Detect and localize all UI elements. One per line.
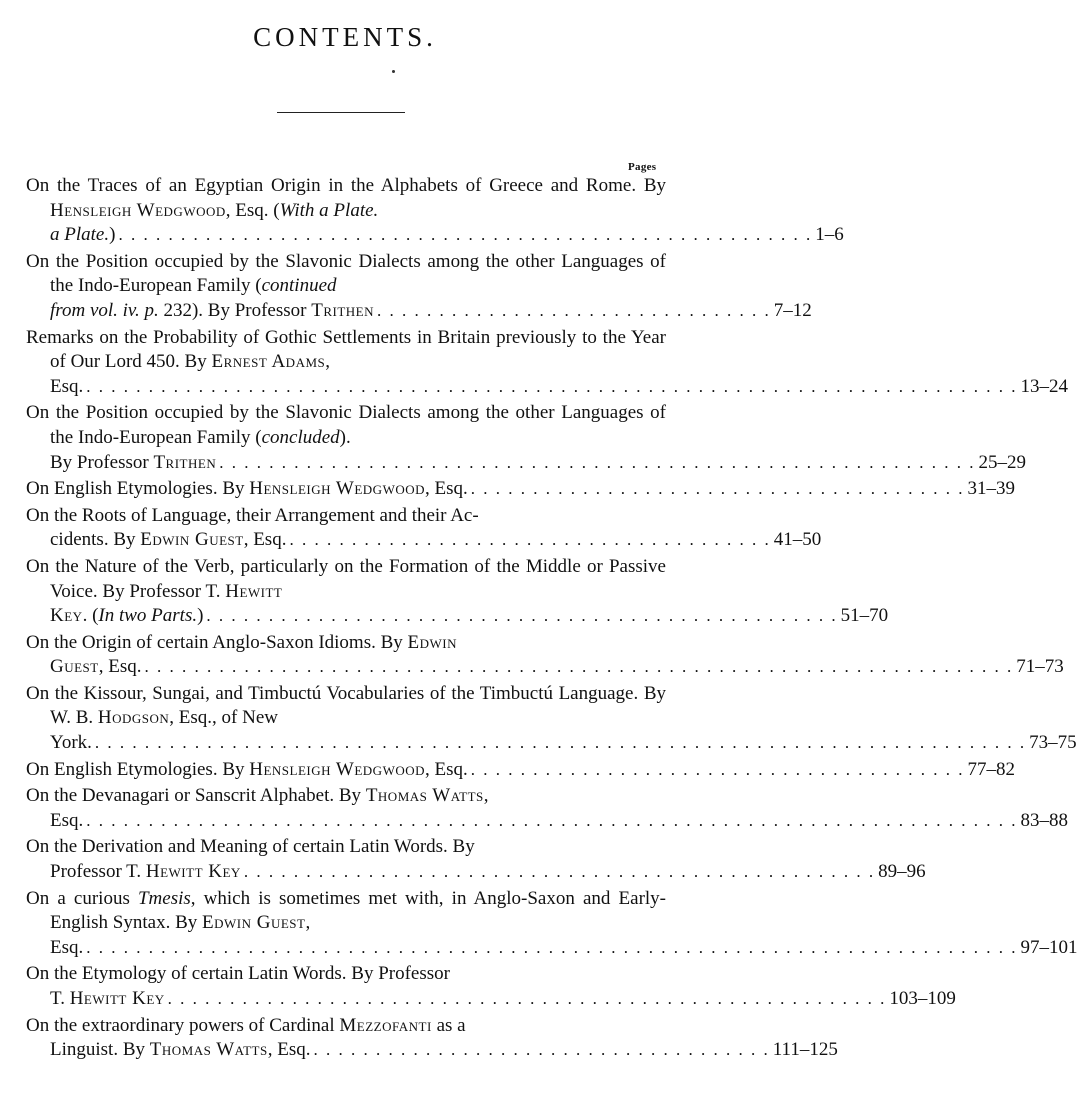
entry-author: Trithen (153, 451, 217, 473)
contents-entry: On the Etymology of certain Latin Words. By Professor T. Hewitt Key . . . . . . . . . . . . . . . . . . . . . . . . . . . . . . . . . . . . . . . . . . . . . . . . . . . . . . . . . . 103–109 (26, 962, 666, 1011)
entry-author: Hewitt Key (69, 988, 165, 1009)
entry-author: Hensleigh Wedgwood (249, 758, 426, 780)
dot-leader: . . . . . . . . . . . . . . . . . . . . . . . . . . . . . . . . . . . . . (313, 1040, 770, 1060)
contents-entry: On the Kissour, Sungai, and Timbuctú Vocabularies of the Timbuctú Language. By W. B. Hodgson, Esq., of New York. . . . . . . . . . . . . . . . . . . . . . . . . . . . . . . . . . . . . . . . . . . . . . . . . . . . . . . . . . . . . . . . . . . . . . . . . . . . 73–75 (26, 682, 666, 756)
dot-leader: . . . . . . . . . . . . . . . . . . . . . . . . . . . . . . . . . . . . . . . (289, 530, 771, 550)
entry-pages: 51–70 (840, 605, 889, 627)
entry-author: Trithen (311, 299, 374, 321)
entry-text: On the Position occupied by the Slavonic Dialects among the other Languages of the Indo-European Family (concluded). (26, 402, 666, 448)
dot-leader: . . . . . . . . . . . . . . . . . . . . . . . . . . . . . . . . . . . . . . . . (470, 479, 965, 499)
entry-pages: 13–24 (1020, 375, 1068, 397)
entry-text: On the Kissour, Sungai, and Timbuctú Vocabularies of the Timbuctú Language. By W. B. Hodgson, Esq., of New (26, 682, 666, 729)
entry-author: Edwin Guest (140, 529, 244, 551)
contents-entry: On a curious Tmesis, which is sometimes met with, in Anglo-Saxon and Early-English Syntax. By Edwin Guest, Esq. . . . . . . . . . . . . . . . . . . . . . . . . . . . . . . . . . . . . . . . . . . . . . . . . . . . . . . . . . . . . . . . . . . . . . . . . . . . 97–101 (26, 887, 666, 961)
entry-text: Remarks on the Probability of Gothic Settlements in Britain previously to the Year of Our Lord 450. By Ernest Adams, (26, 326, 666, 373)
entry-text: On a curious Tmesis, which is sometimes met with, in Anglo-Saxon and Early-English Syntax. By Edwin Guest, (26, 887, 666, 934)
entry-author: Hewitt Key (145, 861, 241, 883)
entry-pages: 97–101 (1020, 936, 1078, 958)
dot-leader: . . . . . . . . . . . . . . . . . . . . . . . . . . . . . . . . . . . . . . . . . . . . . . . . . . . . . . . . . . . . . . . . . . . . . . . . . . . (86, 376, 1018, 396)
entry-text: On the Devanagari or Sanscrit Alphabet. By Thomas Watts, (26, 785, 489, 807)
entry-text: On the Nature of the Verb, particularly on the Formation of the Middle or Passive Voice. By Professor T. Hewitt (26, 555, 666, 602)
contents-entry: On the extraordinary powers of Cardinal Mezzofanti as a Linguist. By Thomas Watts, Esq. . . . . . . . . . . . . . . . . . . . . . . . . . . . . . . . . . . . . . 111–125 (26, 1014, 666, 1063)
entry-pages: 83–88 (1020, 809, 1068, 831)
contents-entry: On English Etymologies. By Hensleigh Wedgwood, Esq. . . . . . . . . . . . . . . . . . . . . . . . . . . . . . . . . . . . . . . . . 31–39 (26, 477, 666, 502)
contents-entry: On the Nature of the Verb, particularly on the Formation of the Middle or Passive Voice. By Professor T. Hewitt Key. (In two Parts.) . . . . . . . . . . . . . . . . . . . . . . . . . . . . . . . . . . . . . . . . . . . . . . . . . . . 51–70 (26, 555, 666, 629)
contents-entry: On the Traces of an Egyptian Origin in the Alphabets of Greece and Rome. By Hensleigh Wedgwood, Esq. (With a Plate. a Plate.) . . . . . . . . . . . . . . . . . . . . . . . . . . . . . . . . . . . . . . . . . . . . . . . . . . . . . . . . 1–6 (26, 174, 666, 248)
title-rule (277, 112, 405, 113)
dot-leader: . . . . . . . . . . . . . . . . . . . . . . . . . . . . . . . . . . . . . . . . . . . . . . . . . . . . . . . . . . (167, 989, 887, 1008)
dot-leader: . . . . . . . . . . . . . . . . . . . . . . . . . . . . . . . . . . . . . . . . . . . . . . . . . . . . . . . . . . . . . . . . . . . . . . . . . . . (94, 733, 1027, 753)
page-title: CONTENTS. (253, 22, 437, 52)
entry-pages: 103–109 (889, 988, 956, 1009)
ornament-dot (392, 70, 395, 73)
dot-leader: . . . . . . . . . . . . . . . . . . . . . . . . . . . . . . . . . . . . . . . . . . . . . . . . . . . . . . . . . . . . . . . . . . . . . . (144, 657, 1014, 677)
contents-list (26, 174, 1078, 1065)
entry-text: On the Traces of an Egyptian Origin in the Alphabets of Greece and Rome. By Hensleigh Wedgwood, Esq. (With a Plate. (26, 175, 666, 221)
contents-entry: On the Origin of certain Anglo-Saxon Idioms. By Edwin Guest, Esq. . . . . . . . . . . . . . . . . . . . . . . . . . . . . . . . . . . . . . . . . . . . . . . . . . . . . . . . . . . . . . . . . . . . . . . 71–73 (26, 631, 666, 680)
contents-entry: On English Etymologies. By Hensleigh Wedgwood, Esq. . . . . . . . . . . . . . . . . . . . . . . . . . . . . . . . . . . . . . . . . 77–82 (26, 758, 666, 783)
dot-leader: . . . . . . . . . . . . . . . . . . . . . . . . . . . . . . . . . . . . . . . . . . . . . . . . . . . (206, 606, 838, 626)
entry-pages: 25–29 (978, 451, 1026, 473)
entry-author: Hensleigh Wedgwood (50, 199, 226, 221)
contents-entry: On the Derivation and Meaning of certain Latin Words. By Professor T. Hewitt Key . . . . . . . . . . . . . . . . . . . . . . . . . . . . . . . . . . . . . . . . . . . . . . . . . . . 89–96 (26, 835, 666, 884)
dot-leader: . . . . . . . . . . . . . . . . . . . . . . . . . . . . . . . . . . . . . . . . . . . . . . . . . . . (243, 862, 876, 882)
contents-entry: On the Position occupied by the Slavonic Dialects among the other Languages of the Indo-European Family (continued from vol. iv. p. 232). By Professor Trithen . . . . . . . . . . . . . . . . . . . . . . . . . . . . . . . . 7–12 (26, 250, 666, 324)
pages-column-header: Pages (628, 161, 657, 173)
entry-text: On the extraordinary powers of Cardinal Mezzofanti as a (26, 1014, 466, 1036)
dot-leader: . . . . . . . . . . . . . . . . . . . . . . . . . . . . . . . . . . . . . . . . . . . . . . . . . . . . . . . . . . . . . . . . . . . . . . . . . . . (86, 937, 1018, 957)
dot-leader: . . . . . . . . . . . . . . . . . . . . . . . . . . . . . . . . . . . . . . . . (470, 759, 965, 779)
contents-entry: On the Devanagari or Sanscrit Alphabet. By Thomas Watts, Esq. . . . . . . . . . . . . . . . . . . . . . . . . . . . . . . . . . . . . . . . . . . . . . . . . . . . . . . . . . . . . . . . . . . . . . . . . . . . 83–88 (26, 784, 666, 833)
entry-pages: 7–12 (773, 299, 812, 321)
entry-pages: 89–96 (878, 861, 926, 883)
entry-author: Thomas Watts (365, 785, 484, 807)
dot-leader: . . . . . . . . . . . . . . . . . . . . . . . . . . . . . . . . . . . . . . . . . . . . . . . . . . . . . . . . . . . . . (219, 452, 976, 472)
entry-text: On the Roots of Language, their Arrangement and their Ac- (26, 504, 479, 526)
entry-text: On the Origin of certain Anglo-Saxon Idioms. By Edwin (26, 631, 458, 653)
entry-pages: 71–73 (1016, 656, 1064, 678)
entry-author: Mezzofanti (339, 1014, 432, 1036)
entry-pages: 77–82 (967, 758, 1016, 780)
entry-author: Thomas Watts (149, 1039, 268, 1061)
entry-pages: 1–6 (815, 224, 844, 246)
dot-leader: . . . . . . . . . . . . . . . . . . . . . . . . . . . . . . . . (377, 300, 771, 320)
entry-pages: 111–125 (772, 1039, 838, 1061)
entry-text: On the Etymology of certain Latin Words. By Professor (26, 963, 450, 985)
contents-entry: Remarks on the Probability of Gothic Settlements in Britain previously to the Year of Our Lord 450. By Ernest Adams, Esq. . . . . . . . . . . . . . . . . . . . . . . . . . . . . . . . . . . . . . . . . . . . . . . . . . . . . . . . . . . . . . . . . . . . . . . . . . . . 13–24 (26, 326, 666, 400)
entry-author: Hensleigh Wedgwood (249, 478, 426, 500)
dot-leader: . . . . . . . . . . . . . . . . . . . . . . . . . . . . . . . . . . . . . . . . . . . . . . . . . . . . . . . . (118, 225, 813, 245)
entry-text: On the Position occupied by the Slavonic Dialects among the other Languages of the Indo-European Family (continued (26, 250, 666, 297)
contents-entry: On the Position occupied by the Slavonic Dialects among the other Languages of the Indo-European Family (concluded). By Professor Trithen . . . . . . . . . . . . . . . . . . . . . . . . . . . . . . . . . . . . . . . . . . . . . . . . . . . . . . . . . . . . . 25–29 (26, 401, 666, 475)
entry-author: Edwin Guest (202, 912, 306, 934)
entry-author: Ernest Adams (211, 351, 326, 373)
entry-pages: 31–39 (967, 478, 1016, 500)
entry-author: Hodgson (97, 707, 170, 729)
entry-pages: 41–50 (773, 529, 822, 551)
contents-entry: On the Roots of Language, their Arrangement and their Ac- cidents. By Edwin Guest, Esq. . . . . . . . . . . . . . . . . . . . . . . . . . . . . . . . . . . . . . . . 41–50 (26, 504, 666, 553)
entry-pages: 73–75 (1029, 732, 1077, 754)
entry-text: On the Derivation and Meaning of certain Latin Words. By (26, 836, 475, 858)
dot-leader: . . . . . . . . . . . . . . . . . . . . . . . . . . . . . . . . . . . . . . . . . . . . . . . . . . . . . . . . . . . . . . . . . . . . . . . . . . . (86, 810, 1018, 830)
